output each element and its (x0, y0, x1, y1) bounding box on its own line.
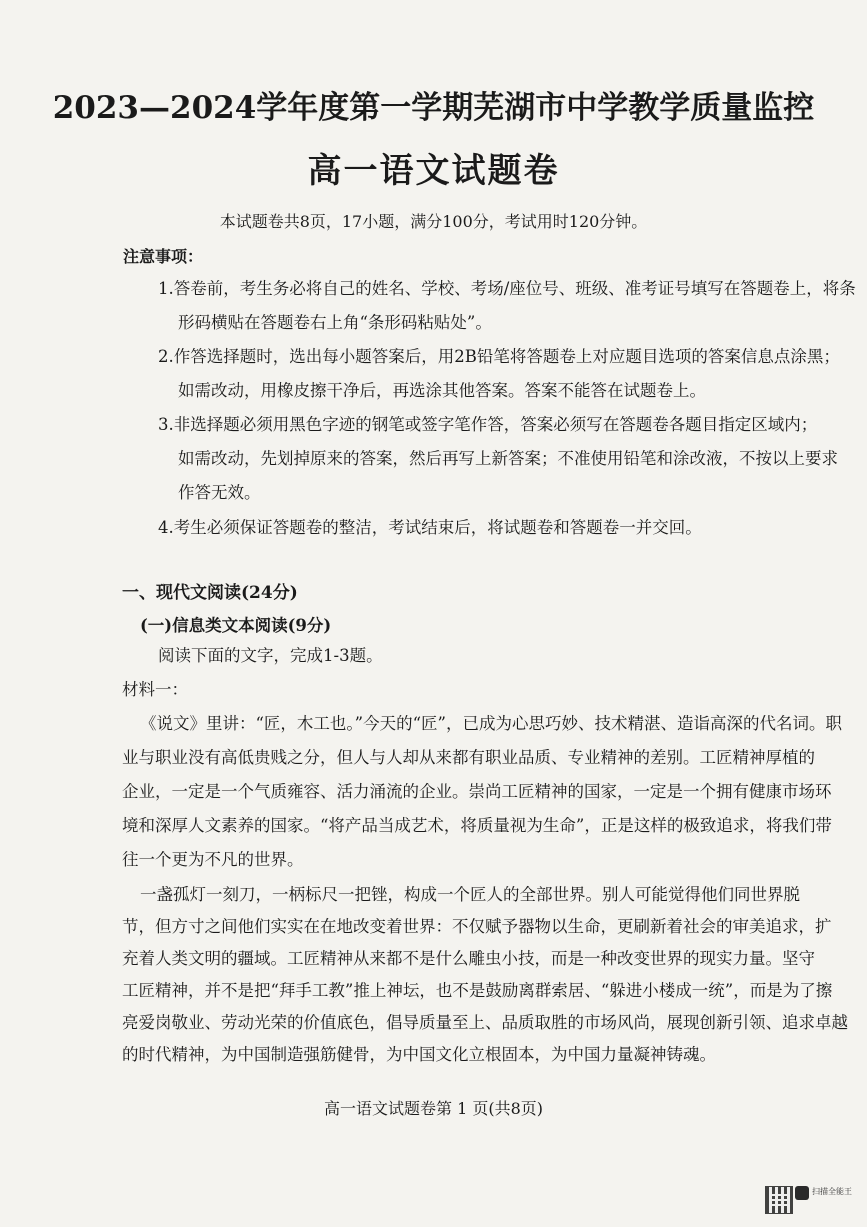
scanner-logo-icon (795, 1186, 809, 1200)
note-line: 作答无效。 (178, 483, 261, 502)
paragraph-line: 的时代精神，为中国制造强筋健骨，为中国文化立根固本，为中国力量凝神铸魂。 (122, 1045, 716, 1064)
note-line: 如需改动，用橡皮擦干净后，再选涂其他答案。答案不能答在试题卷上。 (178, 381, 706, 400)
material-label: 材料一： (122, 680, 188, 699)
paragraph-line: 亮爱岗敬业、劳动光荣的价值底色，倡导质量至上、品质取胜的市场风尚，展现创新引领、追求卓越 (122, 1013, 848, 1032)
section-heading: 一、现代文阅读(24分) (122, 583, 298, 603)
reading-instruction: 阅读下面的文字，完成1-3题。 (158, 646, 383, 665)
note-line: 如需改动，先划掉原来的答案，然后再写上新答案；不准使用铅笔和涂改液，不按以上要求 (178, 449, 838, 468)
paragraph-line: 工匠精神，并不是把“拜手工教”推上神坛，也不是鼓励离群索居、“躲进小楼成一统”，而是为了擦 (122, 981, 833, 1000)
notes-heading: 注意事项： (123, 247, 204, 266)
note-line: 形码横贴在答题卷右上角“条形码粘贴处”。 (178, 313, 492, 332)
note-line: 4.考生必须保证答题卷的整洁，考试结束后，将试题卷和答题卷一并交回。 (158, 518, 702, 537)
exam-subtitle: 高一语文试题卷 (307, 151, 560, 191)
paragraph-line: 业与职业没有高低贵贱之分，但人与人却从来都有职业品质、专业精神的差别。工匠精神厚植的 (122, 748, 815, 767)
paragraph-line: 《说文》里讲：“匠，木工也。”今天的“匠”，已成为心思巧妙、技术精湛、造诣高深的代名词。职 (140, 714, 842, 733)
note-line: 1.答卷前，考生务必将自己的姓名、学校、考场/座位号、班级、准考证号填写在答题卷上，将条 (158, 279, 856, 298)
exam-title: 2023—2024学年度第一学期芜湖市中学教学质量监控 (52, 90, 815, 126)
subsection-heading: (一)信息类文本阅读(9分) (140, 616, 332, 635)
paragraph-line: 往一个更为不凡的世界。 (122, 850, 304, 869)
paragraph-line: 境和深厚人文素养的国家。“将产品当成艺术，将质量视为生命”，正是这样的极致追求，将我们带 (122, 816, 832, 835)
exam-info: 本试题卷共8页，17小题，满分100分，考试用时120分钟。 (219, 212, 648, 231)
page-footer: 高一语文试题卷第 1 页(共8页) (323, 1099, 544, 1118)
note-line: 3.非选择题必须用黑色字迹的钢笔或签字笔作答，答案必须写在答题卷各题目指定区域内； (158, 415, 818, 434)
paragraph-line: 一盏孤灯一刻刀，一柄标尺一把锉，构成一个匠人的全部世界。别人可能觉得他们同世界脱 (140, 885, 800, 904)
paragraph-line: 企业，一定是一个气质雍容、活力涌流的企业。崇尚工匠精神的国家，一定是一个拥有健康市场环 (122, 782, 832, 801)
paragraph-line: 充着人类文明的疆域。工匠精神从来都不是什么雕虫小技，而是一种改变世界的现实力量。坚守 (122, 949, 815, 968)
scanner-watermark: 扫描全能王 (812, 1187, 852, 1196)
note-line: 2.作答选择题时，选出每小题答案后，用2B铅笔将答题卷上对应题目选项的答案信息点涂黑； (158, 347, 840, 366)
qr-code-icon (765, 1186, 793, 1214)
paragraph-line: 节，但方寸之间他们实实在在地改变着世界：不仅赋予器物以生命，更刷新着社会的审美追求，扩 (122, 917, 832, 936)
